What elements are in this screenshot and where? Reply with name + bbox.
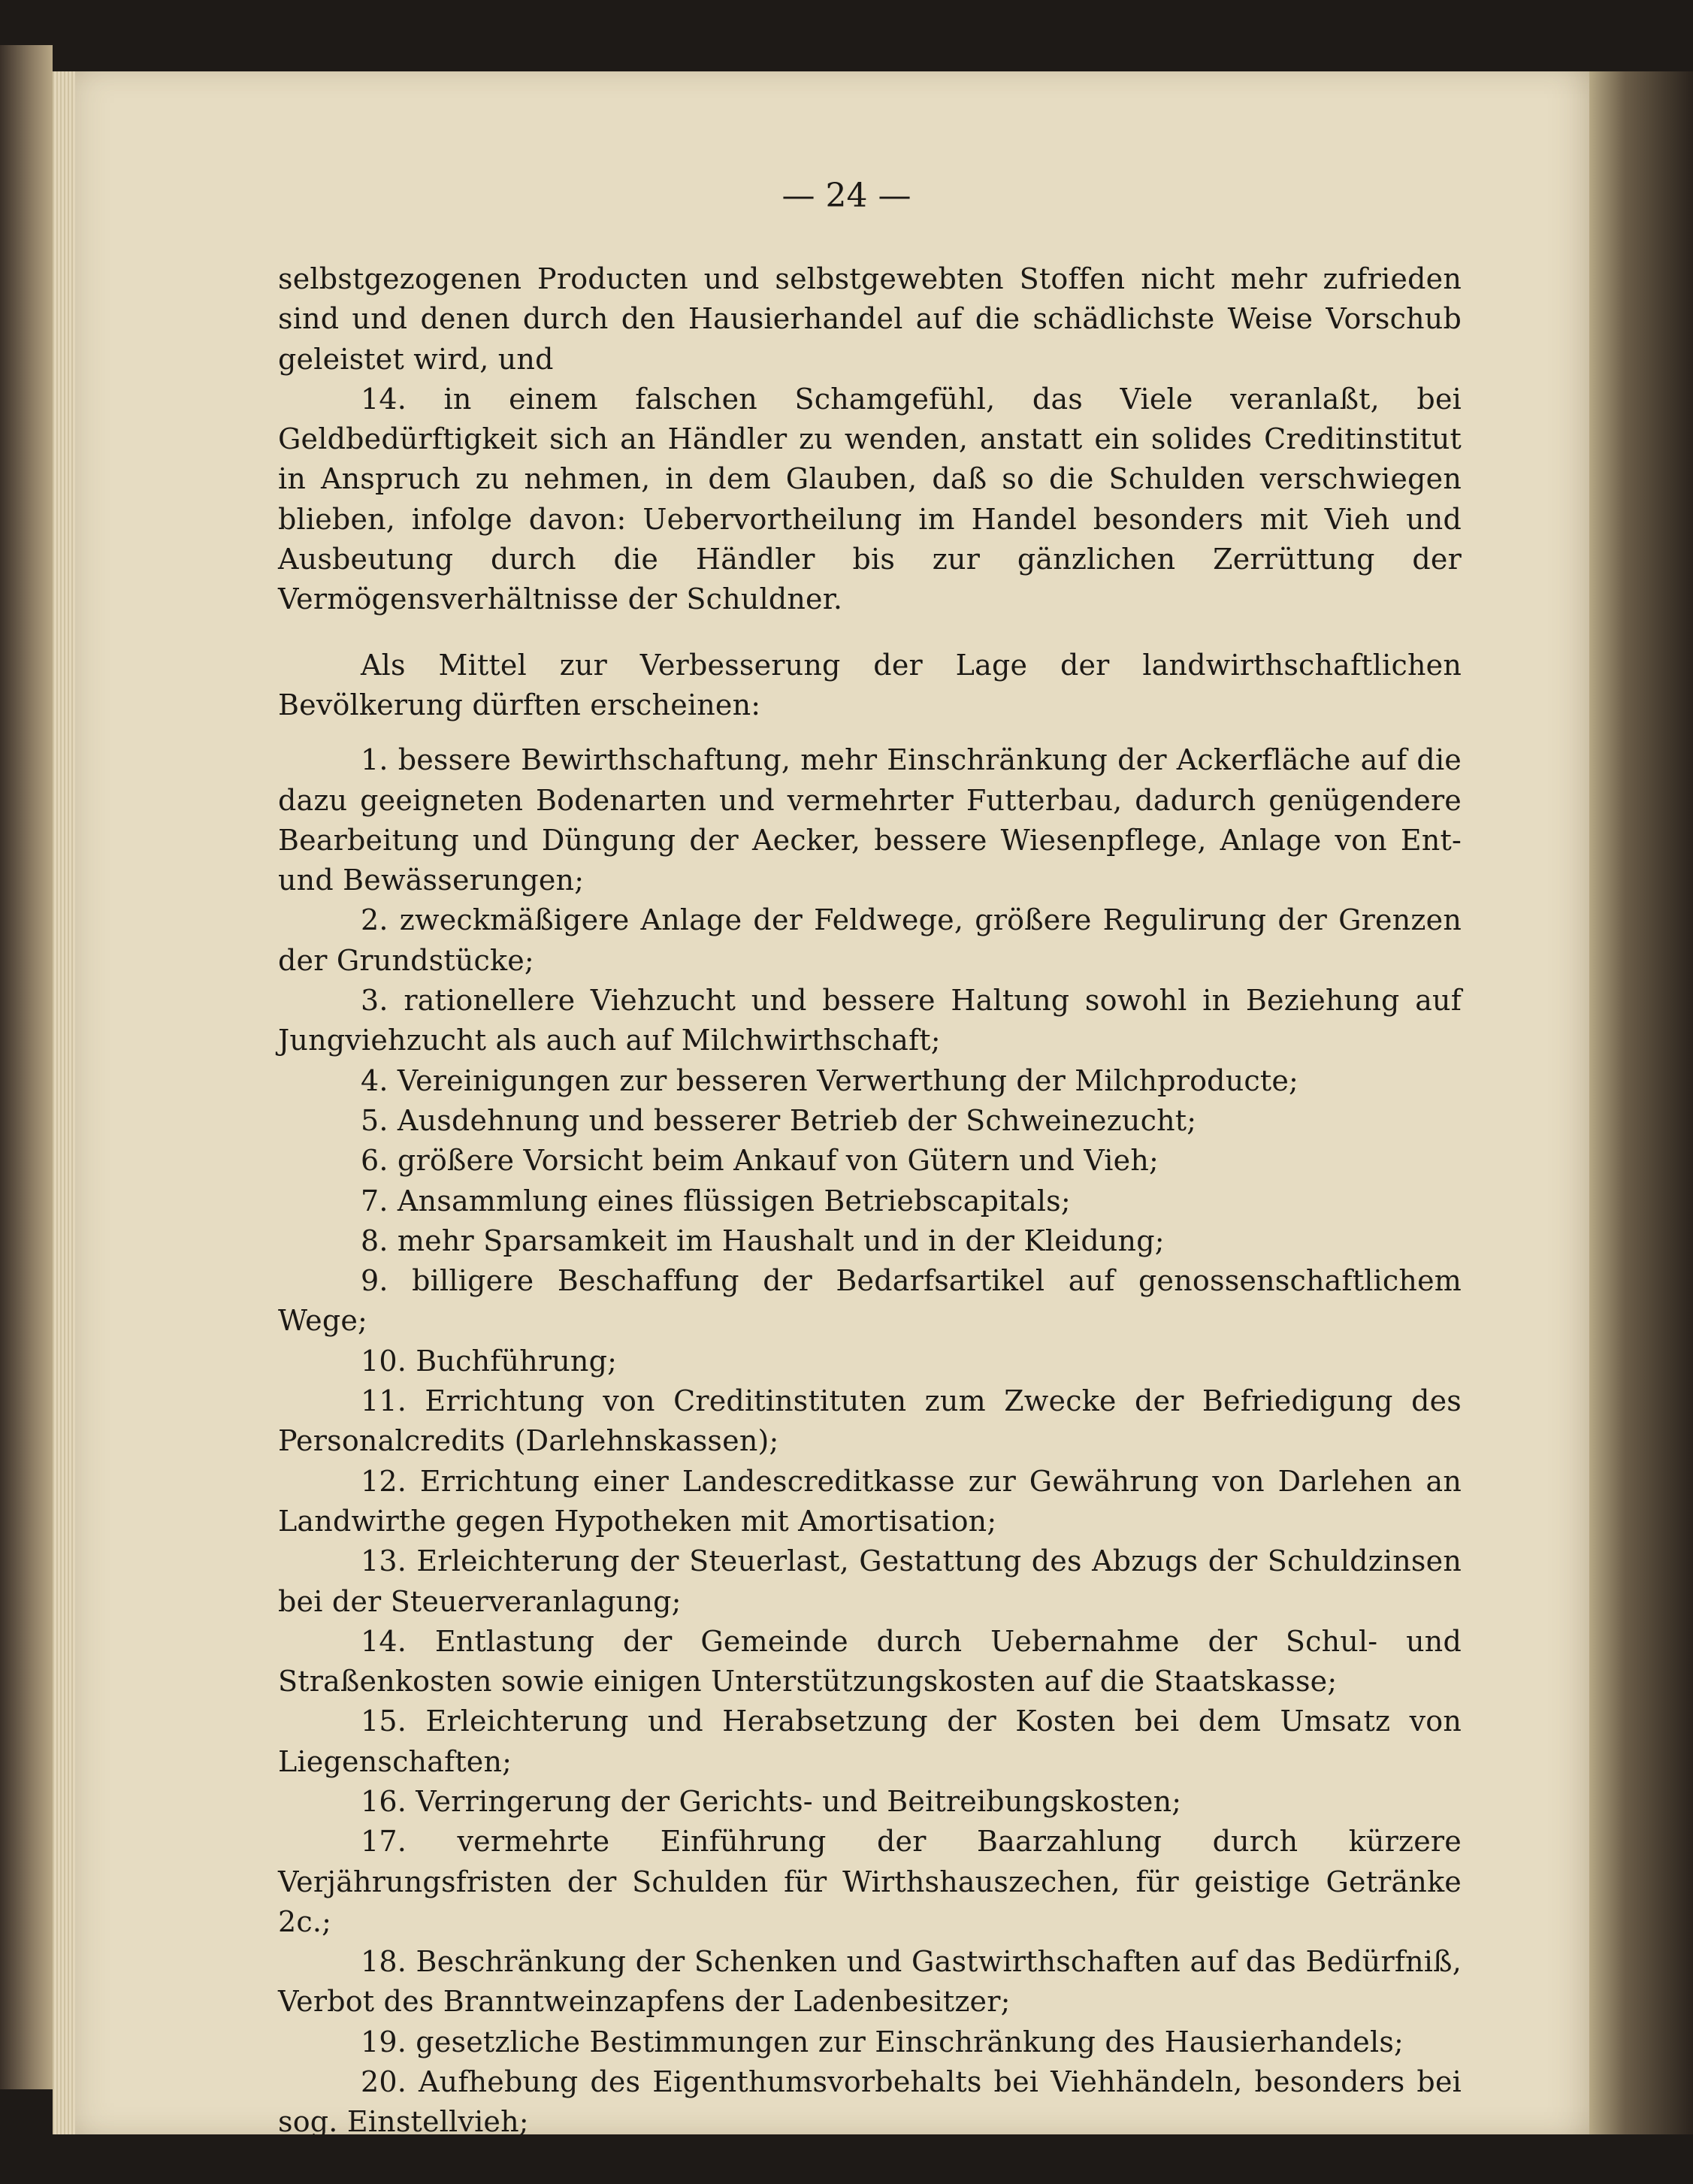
list-item: 6. größere Vorsicht beim Ankauf von Gütern und Vieh;: [361, 1144, 1159, 1178]
list-item: 16. Verringerung der Gerichts- und Beitreibungskosten;: [361, 1784, 1182, 1818]
list-item: 17. vermehrte Einführung der Baarzahlung durch kürzere Verjährungsfristen der Schulden für Wirthshauszechen, für geistige Getränke 2c.;: [278, 1825, 1462, 1938]
list-item: 7. Ansammlung eines flüssigen Betriebscapitals;: [361, 1184, 1071, 1218]
list-item: 20. Aufhebung des Eigenthumsvorbehalts bei Viehhändeln, besonders bei sog. Einstellvieh;: [278, 2065, 1462, 2139]
paragraph-continuation: selbstgezogenen Producten und selbstgewebten Stoffen nicht mehr zufrieden sind und denen durch den Hausierhandel auf die schädlichste Weise Vorschub geleistet wird, und: [278, 262, 1462, 376]
list-item: 10. Buchführung;: [361, 1344, 618, 1378]
list-item: 18. Beschränkung der Schenken und Gastwirthschaften auf das Bedürfniß, Verbot des Branntweinzapfens der Ladenbesitzer;: [278, 1945, 1462, 2019]
list-item: 12. Errichtung einer Landescreditkasse zur Gewährung von Darlehen an Landwirthe gegen Hypotheken mit Amortisation;: [278, 1464, 1462, 1538]
book-edge-left: [0, 45, 53, 2089]
list-item: 9. billigere Beschaffung der Bedarfsartikel auf genossenschaftlichem Wege;: [278, 1264, 1462, 1338]
list-item: 5. Ausdehnung und besserer Betrieb der Schweinezucht;: [361, 1103, 1197, 1137]
list-item: 3. rationellere Viehzucht und bessere Haltung sowohl in Beziehung auf Jungviehzucht als auch auf Milchwirthschaft;: [278, 984, 1462, 1057]
list-item: 14. in einem falschen Schamgefühl, das Viele veranlaßt, bei Geldbedürftigkeit sich an Händler zu wenden, anstatt ein solides Creditinstitut in Anspruch zu nehmen, in dem Glauben, daß so die Schulden verschwiegen blieben, infolge davon: Uebervortheilung im Handel besonders mit Vieh und Ausbeutung durch die Händler bis zur gänzlichen Zerrüttung der Vermögensverhältnisse der Schuldner.: [278, 382, 1462, 616]
list-item: 13. Erleichterung der Steuerlast, Gestattung des Abzugs der Schuldzinsen bei der Steuerveranlagung;: [278, 1544, 1462, 1618]
list-item: 4. Vereinigungen zur besseren Verwerthung der Milchproducte;: [361, 1063, 1299, 1097]
section-lead: Als Mittel zur Verbesserung der Lage der landwirthschaftlichen Bevölkerung dürften erscheinen:: [278, 648, 1462, 721]
list-item: 11. Errichtung von Creditinstituten zum Zwecke der Befriedigung des Personalcredits (Darlehnskassen);: [278, 1384, 1462, 1458]
page-edge-stack: [53, 71, 75, 2134]
page-number: — 24 —: [782, 177, 911, 215]
list-item: 1. bessere Bewirthschaftung, mehr Einschränkung der Ackerfläche auf die dazu geeigneten Bodenarten und vermehrter Futterbau, dadurch genügendere Bearbeitung und Düngung der Aecker, bessere Wiesenpflege, Anlage von Ent- und Bewässerungen;: [278, 743, 1462, 897]
body-text: [278, 259, 1462, 2143]
list-item: 14. Entlastung der Gemeinde durch Uebernahme der Schul- und Straßenkosten sowie einigen Unterstützungskosten auf die Staatskasse;: [278, 1624, 1462, 1698]
list-item: 2. zweckmäßigere Anlage der Feldwege, größere Regulirung der Grenzen der Grundstücke;: [278, 903, 1462, 977]
list-item: 15. Erleichterung und Herabsetzung der Kosten bei dem Umsatz von Liegenschaften;: [278, 1705, 1462, 1778]
book-binding-right: [1589, 71, 1693, 2134]
list-item: 19. gesetzliche Bestimmungen zur Einschränkung des Hausierhandels;: [361, 2025, 1404, 2058]
list-item: 8. mehr Sparsamkeit im Haushalt und in der Kleidung;: [361, 1224, 1165, 1257]
